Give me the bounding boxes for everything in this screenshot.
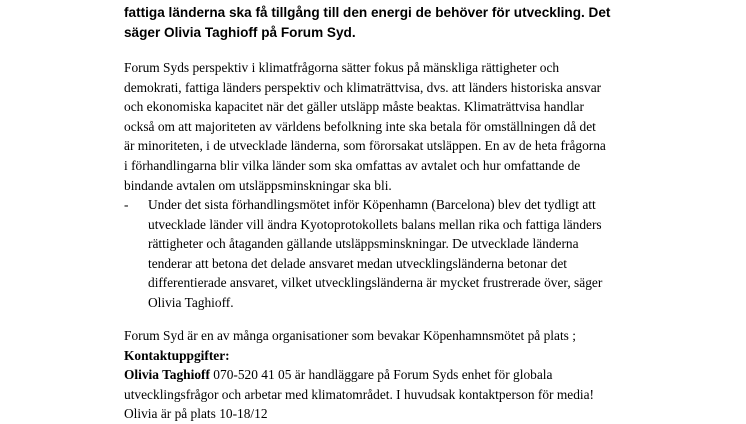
paragraph-line: Forum Syds perspektiv i klimatfrågorna sätter fokus på mänskliga rättigheter och [124,60,560,75]
bullet-line: rättigheter och åtaganden gällande utsläppsminskningar. De utvecklade länderna [148,236,579,252]
bullet-line: Under det sista förhandlingsmötet inför Köpenhamn (Barcelona) blev det tydligt att [148,197,596,212]
bullet-marker: - [124,197,129,212]
paragraph-line: är minoriteten, i de utvecklade länderna, som förorsakat utsläppen. En av de heta frågorna [124,138,606,154]
bullet-line: tenderar att betona det delade ansvaret medan utvecklingsländerna betonar det [148,255,568,271]
contact-line: utvecklingsfrågor och arbetar med klimatområdet. I huvudsak kontaktperson för media! [124,386,595,402]
contact-line: Olivia är på plats 10-18/12 [124,406,268,422]
paragraph-line: demokrati, fattiga länders perspektiv och klimaträttvisa, dvs. att länders historiska ansvar [124,79,602,95]
contact-phone-text: 070-520 41 05 är handläggare på Forum Syds enhet för globala [209,367,553,383]
bullet-line: Olivia Taghioff. [148,294,234,310]
bullet-line: differentierade ansvaret, vilket utvecklingsländerna är mycket frustrerade över, säger [148,275,603,291]
organisation-line: Forum Syd är en av många organisationer som bevakar Köpenhamnsmötet på plats ; [124,328,576,343]
paragraph-line: också om att majoriteten av världens befolkning inte ska betala för omställningen då det [124,118,596,134]
lead-line-2: säger Olivia Taghioff på Forum Syd. [124,25,356,40]
paragraph-line: i förhandlingarna blir vilka länder som ska omfattas av avtalet och hur omfattande de [124,157,581,173]
contact-line [124,365,734,385]
contact-heading: Kontaktuppgifter: [124,347,230,363]
body-paragraph-1 [124,58,734,195]
lead-line-1: fattiga länderna ska få tillgång till den energi de behöver för utveckling. Det [124,5,611,20]
paragraph-line: bindande avtalen om utsläppsminskningar ska bli. [124,177,392,193]
lead-paragraph [124,3,724,43]
contact-paragraph [124,326,734,424]
paragraph-line: och ekonomiska kapacitet när det gäller utsläpp måste beaktas. Klimaträttvisa handlar [124,99,584,115]
bullet-text [148,195,728,313]
bullet-line: utvecklade länder vill ändra Kyotoprotokollets balans mellan rika och fattiga länders [148,216,602,232]
contact-name: Olivia Taghioff [124,367,210,383]
